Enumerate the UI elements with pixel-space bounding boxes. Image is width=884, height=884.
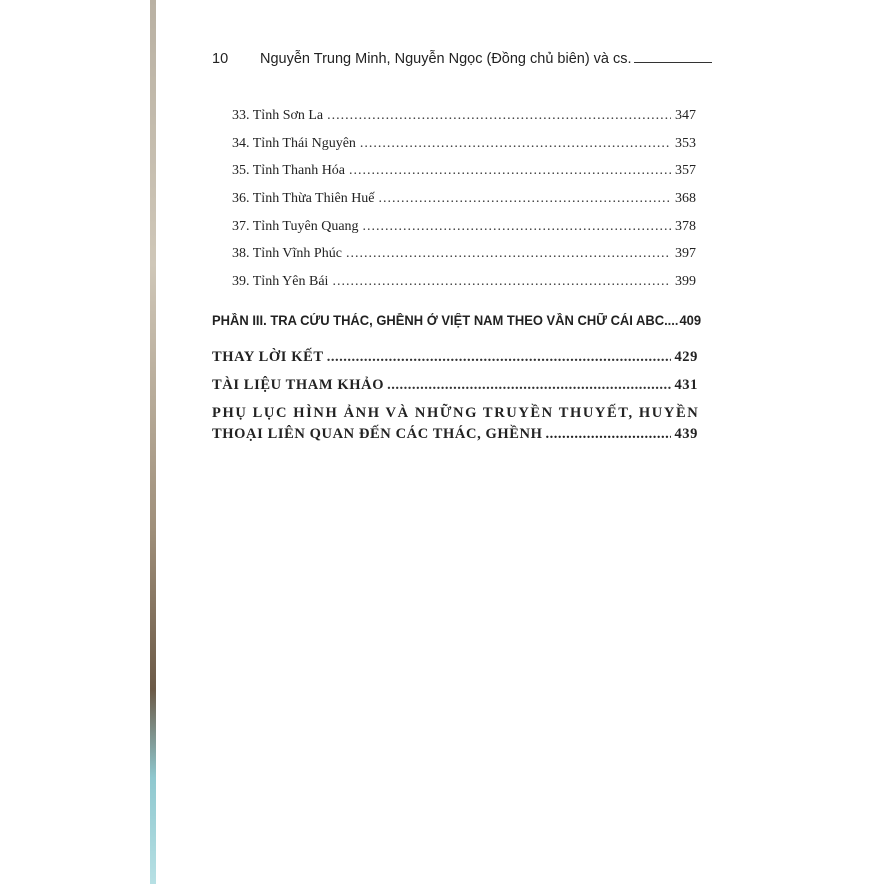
toc-entry-label: 36. Tỉnh Thừa Thiên Huế (232, 191, 375, 206)
toc-entry[interactable] (232, 191, 696, 207)
toc-part-heading[interactable] (212, 313, 702, 328)
leader-dots (346, 246, 671, 262)
leader-dots (664, 313, 677, 328)
toc-entry-label: 35. Tỉnh Thanh Hóa (232, 163, 346, 178)
page-number: 10 (212, 51, 229, 67)
toc-entry[interactable] (232, 163, 696, 179)
toc-references[interactable] (212, 377, 698, 394)
toc-appendix-page: 439 (674, 426, 698, 442)
header-authors: Nguyễn Trung Minh, Nguyễn Ngọc (Đồng chủ biên) và cs. (260, 51, 632, 67)
toc-references-label: TÀI LIỆU THAM KHẢO (212, 377, 385, 393)
toc-appendix-line1: PHỤ LỤC HÌNH ẢNH VÀ NHỮNG TRUYỀN THUYẾT, HUYỀN (212, 405, 700, 421)
toc-entry-page: 347 (675, 108, 696, 123)
toc-entry-label: 33. Tỉnh Sơn La (232, 108, 324, 123)
leader-dots (387, 377, 671, 394)
running-header (212, 50, 712, 72)
toc-entry-page: 353 (675, 136, 696, 151)
header-rule (634, 50, 712, 63)
toc-part-page: 409 (679, 313, 702, 328)
toc-entry-page: 357 (675, 163, 696, 178)
toc-entry[interactable] (232, 136, 696, 152)
toc-appendix[interactable] (212, 405, 698, 443)
toc-entry-page: 399 (675, 274, 696, 289)
toc-entry-label: 39. Tỉnh Yên Bái (232, 274, 329, 289)
leader-dots (379, 191, 671, 207)
leader-dots (546, 426, 672, 443)
book-spine (0, 0, 156, 884)
toc-entry-label: 34. Tỉnh Thái Nguyên (232, 136, 356, 151)
leader-dots (332, 274, 671, 290)
toc-entry-page: 368 (675, 191, 696, 206)
leader-dots (363, 219, 671, 235)
toc-entry[interactable] (232, 246, 696, 262)
leader-dots (327, 108, 671, 124)
toc-part-label: PHẦN III. TRA CỨU THÁC, GHỀNH Ở VIỆT NAM THEO VẦN CHỮ CÁI ABC (212, 313, 665, 328)
toc-closing-label: THAY LỜI KẾT (212, 349, 324, 365)
leader-dots (349, 163, 671, 179)
toc-closing-page: 429 (674, 349, 698, 365)
toc-entry[interactable] (232, 274, 696, 290)
toc-entry-page: 378 (675, 219, 696, 234)
toc-appendix-line2: THOẠI LIÊN QUAN ĐẾN CÁC THÁC, GHỀNH (212, 426, 543, 442)
leader-dots (327, 349, 672, 366)
toc-entry[interactable] (232, 219, 696, 235)
toc-entry-label: 38. Tỉnh Vĩnh Phúc (232, 246, 342, 261)
toc-entry-label: 37. Tỉnh Tuyên Quang (232, 219, 359, 234)
toc-closing[interactable] (212, 349, 698, 366)
toc-entry[interactable] (232, 108, 696, 124)
leader-dots (360, 136, 671, 152)
toc-references-page: 431 (674, 377, 698, 393)
toc-entry-page: 397 (675, 246, 696, 261)
